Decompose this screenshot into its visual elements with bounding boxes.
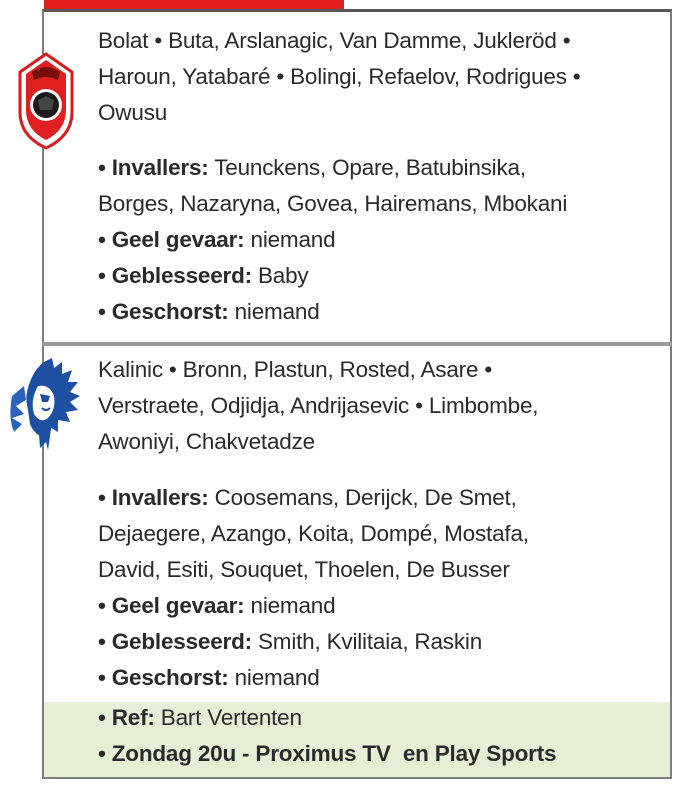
geel-gevaar-value: niemand [250,593,336,618]
team2-lineup-line-1: Kalinic • Bronn, Plastun, Rosted, Asare • [98,357,493,382]
gent-crest-icon [4,356,82,456]
team1-lineup-line-1: Bolat • Buta, Arslanagic, Van Damme, Jukleröd • [98,28,571,53]
broadcast-info [98,736,556,772]
bullet: • [98,299,106,324]
invallers-value: Coosemans, Derijck, De Smet, [214,485,517,510]
team2-invallers [98,480,517,516]
bullet: • [98,155,106,180]
geblesseerd-label: Geblesseerd: [111,263,252,288]
geschorst-value: niemand [234,665,320,690]
team2-geschorst [98,660,320,696]
team1-invallers-line-2: Borges, Nazaryna, Govea, Hairemans, Mbokani [98,191,568,216]
geel-gevaar-label: Geel gevaar: [111,593,245,618]
header-accent-bar [44,0,344,9]
team1-invallers [98,150,526,186]
broadcast-text: Zondag 20u - Proximus TV en Play Sports [111,741,557,766]
invallers-label: Invallers: [111,485,209,510]
bullet: • [98,263,106,288]
team1-lineup-line-3: Owusu [98,100,168,125]
geschorst-value: niemand [234,299,320,324]
team1-geschorst [98,294,320,330]
geblesseerd-label: Geblesseerd: [111,629,252,654]
ref-label: Ref: [111,705,155,730]
geblesseerd-value: Smith, Kvilitaia, Raskin [257,629,483,654]
bullet: • [98,593,106,618]
team2-geblesseerd [98,624,482,660]
antwerp-crest-icon [14,50,78,150]
team2-invallers-line-3: David, Esiti, Souquet, Thoelen, De Busser [98,557,510,582]
ref-value: Bart Vertenten [160,705,302,730]
bullet: • [98,741,106,766]
referee [98,700,302,736]
bullet: • [98,665,106,690]
bullet: • [98,705,106,730]
team2-geel-gevaar [98,588,335,624]
team2-lineup-line-3: Awoniyi, Chakvetadze [98,429,315,454]
geel-gevaar-label: Geel gevaar: [111,227,245,252]
team1-geel-gevaar [98,222,335,258]
geschorst-label: Geschorst: [111,665,229,690]
bullet: • [98,629,106,654]
team1-lineup-line-2: Haroun, Yatabaré • Bolingi, Refaelov, Rodrigues • [98,64,581,89]
invallers-label: Invallers: [111,155,209,180]
invallers-value: Teunckens, Opare, Batubinsika, [214,155,526,180]
team2-invallers-line-2: Dejaegere, Azango, Koita, Dompé, Mostafa, [98,521,529,546]
bullet: • [98,485,106,510]
geblesseerd-value: Baby [257,263,309,288]
team2-lineup-line-2: Verstraete, Odjidja, Andrijasevic • Limbombe, [98,393,539,418]
geschorst-label: Geschorst: [111,299,229,324]
geel-gevaar-value: niemand [250,227,336,252]
bullet: • [98,227,106,252]
team1-geblesseerd [98,258,308,294]
